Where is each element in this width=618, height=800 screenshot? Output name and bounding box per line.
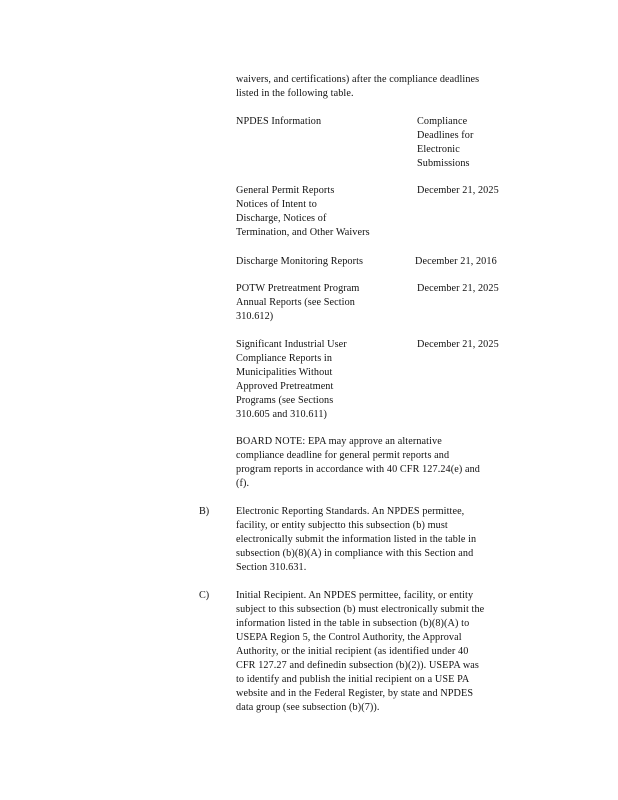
table-row-deadline: December 21, 2016	[415, 256, 497, 267]
section-c-line: USEPA Region 5, the Control Authority, the Approval	[236, 632, 462, 643]
table-row-left-line: 310.612)	[236, 311, 274, 322]
table-row-left-line: Discharge Monitoring Reports	[236, 256, 364, 267]
table-row-left-line: Annual Reports (see Section	[236, 297, 355, 308]
section-label-c: C)	[199, 590, 210, 601]
section-c-line: data group (see subsection (b)(7)).	[236, 702, 380, 713]
table-row-deadline: December 21, 2025	[417, 185, 499, 196]
table-header-right-line: Electronic	[417, 144, 460, 155]
table-header-right-line: Deadlines for	[417, 130, 474, 141]
table-row-left-line: Notices of Intent to	[236, 199, 317, 210]
table-row-deadline: December 21, 2025	[417, 339, 499, 350]
table-row-left-line: Municipalities Without	[236, 367, 333, 378]
table-row-left-line: Programs (see Sections	[236, 395, 334, 406]
section-c-line: website and in the Federal Register, by state and NPDES	[236, 688, 474, 699]
section-b-line: subsection (b)(8)(A) in compliance with this Section and	[236, 548, 474, 559]
intro-line: waivers, and certifications) after the compliance deadlines	[236, 74, 480, 85]
table-row-left-line: Approved Pretreatment	[236, 381, 334, 392]
section-c-line: subject to this subsection (b) must electronically submit the	[236, 604, 485, 615]
section-b-line: Section 310.631.	[236, 562, 307, 573]
table-header-right-line: Compliance	[417, 116, 468, 127]
section-b-line: electronically submit the information listed in the table in	[236, 534, 477, 545]
table-row-left-line: POTW Pretreatment Program	[236, 283, 360, 294]
board-note-line: (f).	[236, 478, 250, 489]
table-row-left-line: Discharge, Notices of	[236, 213, 327, 224]
section-c-line: to identify and publish the initial recipient on a USE PA	[236, 674, 470, 685]
table-header-right-line: Submissions	[417, 158, 470, 169]
table-row-left-line: Significant Industrial User	[236, 339, 347, 350]
section-c-line: Initial Recipient. An NPDES permittee, facility, or entity	[236, 590, 474, 601]
table-row-left-line: 310.605 and 310.611)	[236, 409, 328, 420]
section-c-line: CFR 127.27 and definedin subsection (b)(2)). USEPA was	[236, 660, 479, 671]
section-c-line: information listed in the table in subsection (b)(8)(A) to	[236, 618, 470, 629]
section-b-line: facility, or entity subjectto this subsection (b) must	[236, 520, 448, 531]
board-note-line: BOARD NOTE: EPA may approve an alternative	[236, 436, 442, 447]
table-row-deadline: December 21, 2025	[417, 283, 499, 294]
table-row-left-line: Termination, and Other Waivers	[236, 227, 370, 238]
board-note-line: program reports in accordance with 40 CFR 127.24(e) and	[236, 464, 480, 475]
section-b-line: Electronic Reporting Standards. An NPDES permittee,	[236, 506, 465, 517]
table-row-left-line: Compliance Reports in	[236, 353, 333, 364]
table-row-left-line: General Permit Reports	[236, 185, 335, 196]
table-header-left: NPDES Information	[236, 116, 322, 127]
section-c-line: Authority, or the initial recipient (as identified under 40	[236, 646, 469, 657]
intro-line: listed in the following table.	[236, 88, 354, 99]
section-label-b: B)	[199, 506, 210, 517]
board-note-line: compliance deadline for general permit reports and	[236, 450, 450, 461]
